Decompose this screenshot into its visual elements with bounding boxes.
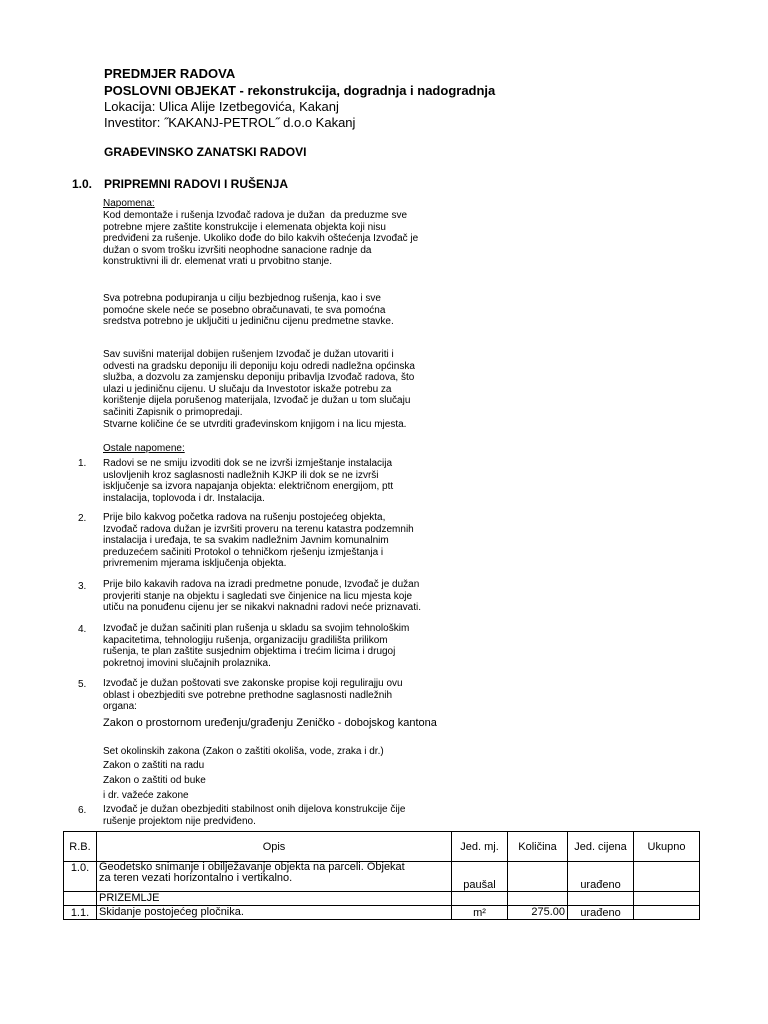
cell-opis: Skidanje postojećeg pločnika. — [97, 906, 452, 920]
napomena-paragraph-2: Sva potrebna podupiranja u cilju bezbjednog rušenja, kao i sve pomoćne skele neće se posebno obračunavati, te sva pomoćna sredstva potrebno je uključiti u jediničnu cijenu predmetne stavke. — [103, 293, 394, 328]
location: Lokacija: Ulica Alije Izetbegovića, Kakanj — [104, 99, 339, 114]
project-title: POSLOVNI OBJEKAT - rekonstrukcija, dogradnja i nadogradnja — [104, 83, 496, 98]
cell-ukupno — [634, 906, 700, 920]
header-opis: Opis — [97, 832, 452, 862]
law-item: Zakon o zaštiti na radu — [103, 760, 205, 771]
law-item: Set okolinskih zakona (Zakon o zaštiti okoliša, vode, zraka i dr.) — [103, 746, 384, 757]
list-item: Prije bilo kakavih radova na izradi predmetne ponude, Izvođač je dužan provjeriti stanje na objektu i sagledati sve činjenice na licu mjesta koje utiču na ponuđenu cijenu jer se nikakvi naknadni radovi neće priznavati. — [103, 579, 421, 614]
law-item: Zakon o prostornom uređenju/građenju Zeničko - dobojskog kantona — [103, 717, 437, 729]
header-rb: R.B. — [64, 832, 97, 862]
subsection-number: 1.0. — [72, 177, 93, 191]
cell-jed — [452, 892, 508, 906]
table-row — [64, 862, 700, 892]
cell-rb: 1.1. — [64, 906, 97, 920]
section-title: GRAĐEVINSKO ZANATSKI RADOVI — [104, 145, 307, 159]
cell-kolicina — [508, 862, 568, 892]
list-number: 6. — [78, 805, 87, 816]
header-jed-mj: Jed. mj. — [452, 832, 508, 862]
cell-ukupno — [634, 862, 700, 892]
cell-jed: m² — [452, 906, 508, 920]
table-row — [64, 892, 700, 906]
list-item: Izvođač je dužan sačiniti plan rušenja u skladu sa svojim tehnološkim kapacitetima, tehnologiju rušenja, organizaciju gradilišta prilikom rušenja, te plan zaštite susjednim objektima i trećim licima i drugoj pokretnoj imovini slučajnih prolaznika. — [103, 623, 410, 669]
list-number: 3. — [78, 581, 87, 592]
list-item: Prije bilo kakvog početka radova na rušenju postojećeg objekta, Izvođač radova dužan je izvršiti proveru na terenu katastra podzemnih instalacija i uređaja, te sa svakim nadležnim Javnim komunalnim preduzećem sačiniti Protokol o tehničkom rješenju izmještanja i privremenim mjerama isključenja objekta. — [103, 512, 414, 570]
cell-cijena: urađeno — [568, 862, 634, 892]
cell-jed: paušal — [452, 862, 508, 892]
cell-ukupno — [634, 892, 700, 906]
header-kolicina: Količina — [508, 832, 568, 862]
list-item: Izvođač je dužan obezbjediti stabilnost onih dijelova konstrukcije čije rušenje projektom nije predviđeno. — [103, 804, 406, 827]
cell-opis: PRIZEMLJE — [97, 892, 452, 906]
header-jed-cijena: Jed. cijena — [568, 832, 634, 862]
law-item: Zakon o zaštiti od buke — [103, 775, 206, 786]
subsection-title: PRIPREMNI RADOVI I RUŠENJA — [104, 177, 289, 191]
table-header-row — [64, 832, 700, 862]
cell-cijena: urađeno — [568, 906, 634, 920]
cost-table — [63, 831, 700, 920]
list-number: 2. — [78, 513, 87, 524]
ostale-label: Ostale napomene: — [103, 443, 185, 454]
napomena-paragraph-1: Kod demontaže i rušenja Izvođač radova je dužan da preduzme sve potrebne mjere zaštite konstrukcije i elemenata objekta koji nisu predviđeni za rušenje. Ukoliko dođe do bilo kakvih oštećenja Izvođač je dužan o svom trošku izvršiti neophodne sanacione radnje da konstruktivni ili dr. elemenat vrati u prvobitno stanje. — [103, 210, 419, 268]
napomena-label: Napomena: — [103, 198, 155, 209]
list-number: 4. — [78, 624, 87, 635]
investor: Investitor: ˝KAKANJ-PETROL˝ d.o.o Kakanj — [104, 115, 356, 130]
header-ukupno: Ukupno — [634, 832, 700, 862]
table-row — [64, 906, 700, 920]
cell-kolicina — [508, 892, 568, 906]
cell-kolicina: 275.00 — [508, 906, 568, 920]
cell-rb: 1.0. — [64, 862, 97, 892]
list-item: Radovi se ne smiju izvoditi dok se ne izvrši izmještanje instalacija uslovljenih kroz saglasnosti nadležnih KJKP ili dok se ne izvrši isključenje sa izvora napajanja objekta: električnom energijom, ptt instalacija, toplovoda i dr. Instalacija. — [103, 458, 394, 504]
list-item: Izvođač je dužan poštovati sve zakonske propise koji regulirajju ovu oblast i obezbjediti sve potrebne prethodne saglasnosti nadležnih organa: — [103, 678, 403, 713]
doc-title: PREDMJER RADOVA — [104, 66, 236, 81]
cell-opis: Geodetsko snimanje i obilježavanje objekta na parceli. Objekat za teren vezati horizontalno i vertikalno. — [97, 862, 452, 892]
napomena-paragraph-3: Sav suvišni materijal dobijen rušenjem Izvođač je dužan utovariti i odvesti na gradsku deponiju ili deponiju koju odredi nadležna općinska služba, a dozvolu za zamjensku deponiju pribavlja Izvođač radova, što ulazi u jediničnu cijenu. U slučaju da Investotor iskaže potrebu za korištenje dijela porušenog materijala, Izvođač je dužan u tom slučaju sačiniti Zapisnik o primopredaji. Stvarne količine će se utvrditi građevinskom knjigom i na licu mjesta. — [103, 349, 415, 430]
list-number: 5. — [78, 679, 87, 690]
cell-rb — [64, 892, 97, 906]
law-item: i dr. važeće zakone — [103, 790, 189, 801]
list-number: 1. — [78, 458, 87, 469]
cell-cijena — [568, 892, 634, 906]
